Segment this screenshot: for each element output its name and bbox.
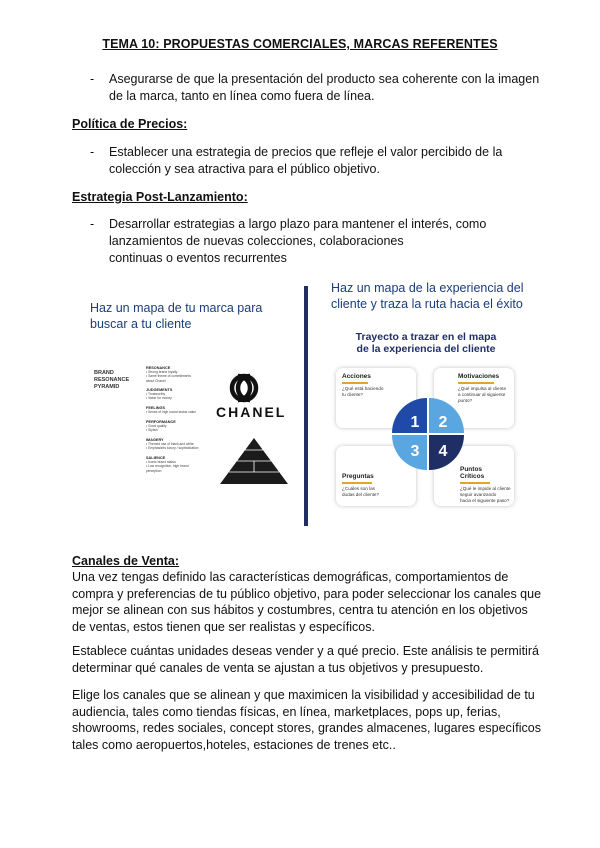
bullet-line: Desarrollar estrategias a largo plazo para mantener el interés, como <box>109 217 487 231</box>
pyramid-block-salience: SALIENCE • Iconic brand status • Low recognition, high brand perception <box>146 456 189 473</box>
card-preguntas: Preguntas ¿Cuáles son las dudas del cliente? <box>336 446 416 506</box>
pyramid-block-performance: PERFORMANCE • Good quality • Stylish <box>146 420 176 433</box>
bullet-line: colección y sea atractiva para el público objetivo. <box>109 162 380 176</box>
bullet-line: de la marca, tanto en línea como fuera de línea. <box>109 89 375 103</box>
bullet-line: Establecer una estrategia de precios que refleje el valor percibido de la <box>109 145 503 159</box>
journey-title: Trayecto a trazar en el mapa de la experiencia del cliente <box>355 331 497 355</box>
paragraph-channels-2: Establece cuántas unidades deseas vender y a qué precio. Este análisis te permitirá determinar qué canales de venta se ajustan a tus objetivos y presupuesto. <box>72 644 539 675</box>
paragraph-channels-3: Elige los canales que se alinean y que maximicen la visibilidad y accesibilidad de tu audiencia, tales como tiendas físicas, en línea, marketplaces, pops up, ferias, showrooms, redes sociales, concept stores, grandes almacenes, lugares específicos tales como aeropuertos,hoteles, estaciones de trenes etc.. <box>72 688 541 752</box>
paragraph-channels-1: Una vez tengas definido las características demográficas, comportamientos de compra y preferencias de tu público objetivo, para poder seleccionar los canales que mejor se alinean con sus hábitos y costumbres, centra tu atención en los objetivos de ventas, estos tienen que ser realistas y específicos. <box>72 570 542 634</box>
image-divider <box>304 286 308 526</box>
card-acciones: Acciones ¿Qué está haciendo tu cliente? <box>336 368 416 428</box>
quadrant-number-3: 3 <box>410 443 420 460</box>
card-motivaciones: Motivaciones ¿Qué impulsa al cliente a continuar al siguiente punto? <box>434 368 514 428</box>
pyramid-block-resonance: RESONANCE • Strong brand loyalty • Same theme of commitments about Chanel <box>146 366 191 383</box>
chanel-logo-icon <box>220 372 268 404</box>
quadrant-number-2: 2 <box>438 414 448 431</box>
bullet-dash: - <box>90 217 95 231</box>
pyramid-icon <box>218 436 290 486</box>
bullet-dash: - <box>90 72 95 86</box>
bullet-line: continuas o eventos recurrentes <box>109 251 287 265</box>
card-puntos-criticos: Puntos Críticos ¿Qué le impide al cliente seguir avanzando hacia el siguiente paso? <box>434 446 514 506</box>
bullet-line: Asegurarse de que la presentación del producto sea coherente con la imagen <box>109 72 540 86</box>
journey-map-caption: Haz un mapa de la experiencia del cliente y traza la ruta hacia el éxito <box>331 281 524 311</box>
heading-channels: Canales de Venta: <box>72 554 179 568</box>
heading-pricing: Política de Precios: <box>72 117 188 131</box>
brand-map-image <box>80 286 294 508</box>
brand-resonance-label: BRAND RESONANCE PYRAMID <box>94 370 130 390</box>
quadrant-number-1: 1 <box>410 414 420 431</box>
quadrant-diagram <box>390 396 466 472</box>
pyramid-block-feelings: FEELINGS • Sense of high social status value <box>146 406 197 415</box>
pyramid-block-imagery: IMAGERY • Themed use of black and white • Emphasizes luxury / sophistication <box>146 438 199 451</box>
chanel-wordmark: CHANEL <box>216 404 287 420</box>
page-title: TEMA 10: PROPUESTAS COMERCIALES, MARCAS REFERENTES <box>102 37 498 51</box>
bullet-line: lanzamientos de nuevas colecciones, colaboraciones <box>109 234 404 248</box>
brand-map-caption: Haz un mapa de tu marca para buscar a tu cliente <box>90 301 263 331</box>
quadrant-number-4: 4 <box>438 443 448 460</box>
journey-map-image <box>326 280 536 510</box>
bullet-dash: - <box>90 145 95 159</box>
heading-postlaunch: Estrategia Post-Lanzamiento: <box>72 190 248 204</box>
pyramid-block-judgements: JUDGEMENTS • Trustworthy • Value for money <box>146 388 173 401</box>
